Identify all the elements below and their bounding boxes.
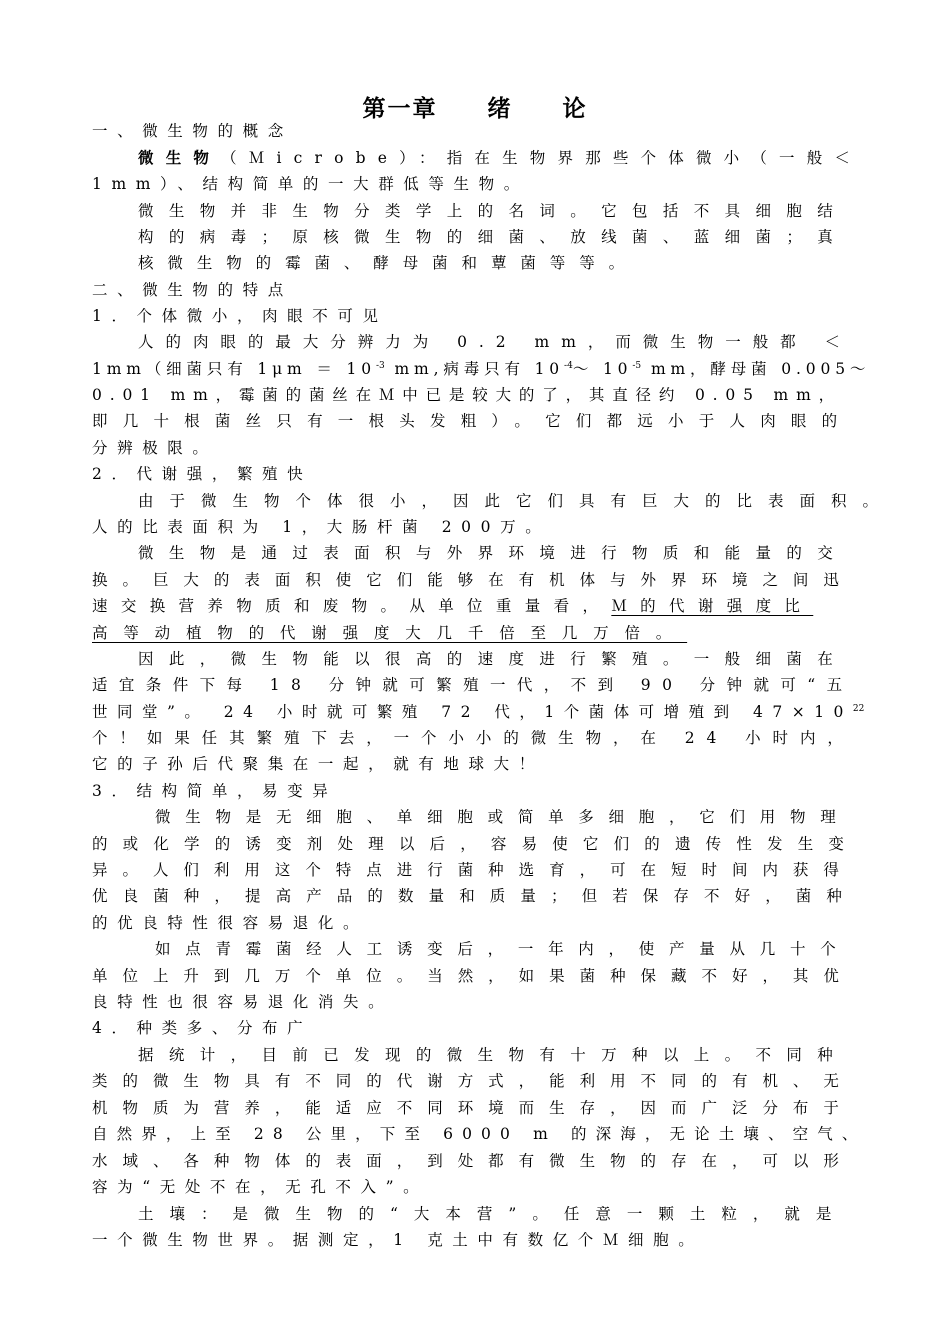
text-span: ～ 10 <box>572 360 633 378</box>
text-line: 个！如果任其繁殖下去，一个小小的微生物，在 24 小时内， <box>92 729 855 747</box>
text-line: 核微生物的霉菌、酵母菌和蕈菌等等。 <box>138 254 639 272</box>
superscript: -5 <box>632 360 642 371</box>
text-line: 容为“无处不在，无孔不入”。 <box>92 1178 429 1196</box>
text-line: 它的子孙后代聚集在一起，就有地球大！ <box>92 755 544 773</box>
chapter-title: 第一章 绪 论 <box>362 95 588 122</box>
text-line: 由于微生物个体很小，因此它们具有巨大的比表面积。 <box>138 492 895 510</box>
text-line: 3．结构简单，易变异 <box>92 782 338 800</box>
text-line: 0.01 mm，霉菌的菌丝在Ｍ中已是较大的了，其直径约 0.05 mm， <box>92 386 842 404</box>
text-line <box>138 147 862 169</box>
underlined-text: 高等动植物的代谢强度大几千倍至几万倍。 <box>92 624 688 642</box>
text-line: 微生物是通过表面积与外界环境进行物质和能量的交 <box>138 544 849 562</box>
underlined-text: Ｍ的代谢强度比 <box>611 597 814 615</box>
text-line: 的优良特性很容易退化。 <box>92 914 369 932</box>
text-line <box>92 595 813 617</box>
bold-term: 微生物 <box>138 148 222 167</box>
text-line: 构的病毒；原核微生物的细菌、放线菌、蓝细菌；真 <box>138 228 849 246</box>
text-line: 良特性也很容易退化消失。 <box>92 993 394 1011</box>
text-line: 的或化学的诱变剂处理以后，容易使它们的遗传性发生变 <box>92 835 860 853</box>
text-line: 1mm）、结构简单的一大群低等生物。 <box>92 175 529 193</box>
text-span: 世同堂”。 24 小时就可繁殖 72 代，1个菌体可增殖到 47×10 <box>92 703 853 721</box>
text-span: 1mm（细菌只有 1μm ＝ 10 <box>92 360 376 378</box>
text-line: 微生物并非生物分类学上的名词。它包括不具细胞结 <box>138 202 849 220</box>
text-line: 人的肉眼的最大分辨力为 0.2 mm，而微生物一般都 ＜ <box>138 333 852 351</box>
text-line: 水域、各种物体的表面，到处都有微生物的存在，可以形 <box>92 1152 854 1170</box>
text-line: 人的比表面积为 1，大肠杆菌 200万。 <box>92 518 551 536</box>
text-line <box>92 622 687 644</box>
text-line: 据统计，目前已发现的微生物有十万种以上。不同种 <box>138 1046 849 1064</box>
text-line: 换。巨大的表面积使它们能够在有机体与外界环境之间迅 <box>92 571 854 589</box>
text-line: 即几十根菌丝只有一根头发粗）。它们都远小于人肉眼的 <box>92 412 853 430</box>
text-line: 因此，微生物能以很高的速度进行繁殖。一般细菌在 <box>138 650 849 668</box>
text-line: 分辨极限。 <box>92 439 218 457</box>
text-line: 微生物是无细胞、单细胞或简单多细胞，它们用物理 <box>155 808 851 826</box>
text-line: 类的微生物具有不同的代谢方式，能利用不同的有机、无 <box>92 1072 854 1090</box>
text-line: 4．种类多、分布广 <box>92 1019 313 1037</box>
superscript: -4 <box>564 360 573 371</box>
text-line <box>92 701 864 723</box>
text-span: 速交换营养物质和废物。从单位重量看， <box>92 597 612 615</box>
text-line: 如点青霉菌经人工诱变后，一年内，使产量从几十个 <box>155 940 851 958</box>
text-line: 适宜条件下每 18 分钟就可繁殖一代，不到 90 分钟就可“五 <box>92 676 854 694</box>
text-line: 土壤：是微生物的“大本营”。任意一颗土粒，就是 <box>138 1205 848 1223</box>
superscript: -3 <box>375 360 385 371</box>
text-line <box>92 358 870 380</box>
text-line: 二、微生物的特点 <box>92 281 293 299</box>
text-line: 异。人们利用这个特点进行菌种选育，可在短时间内获得 <box>92 861 854 879</box>
text-line: 1．个体微小，肉眼不可见 <box>92 307 388 325</box>
superscript: 22 <box>852 703 865 714</box>
text-line: 机物质为营养，能适应不同环境而生存，因而广泛分布于 <box>92 1099 854 1117</box>
text-line: 自然界，上至 28 公里，下至 6000 m 的深海，无论土壤、空气、 <box>92 1125 867 1143</box>
text-span: mm,病毒只有 10 <box>384 360 565 378</box>
text-line: 单位上升到几万个单位。当然，如果菌种保藏不好，其优 <box>92 967 854 985</box>
text-line: 优良菌种，提高产品的数量和质量；但若保存不好，菌种 <box>92 887 858 905</box>
text-line: 一个微生物世界。据测定，1 克土中有数亿个Ｍ细胞。 <box>92 1231 704 1249</box>
text-line: 2．代谢强，繁殖快 <box>92 465 313 483</box>
text-span: mm，酵母菌 0.005～ <box>641 360 871 378</box>
text-line: 一、微生物的概念 <box>92 122 293 140</box>
text-span: （Ｍicrobe）：指在生物界那些个体微小（一般＜ <box>221 149 863 167</box>
